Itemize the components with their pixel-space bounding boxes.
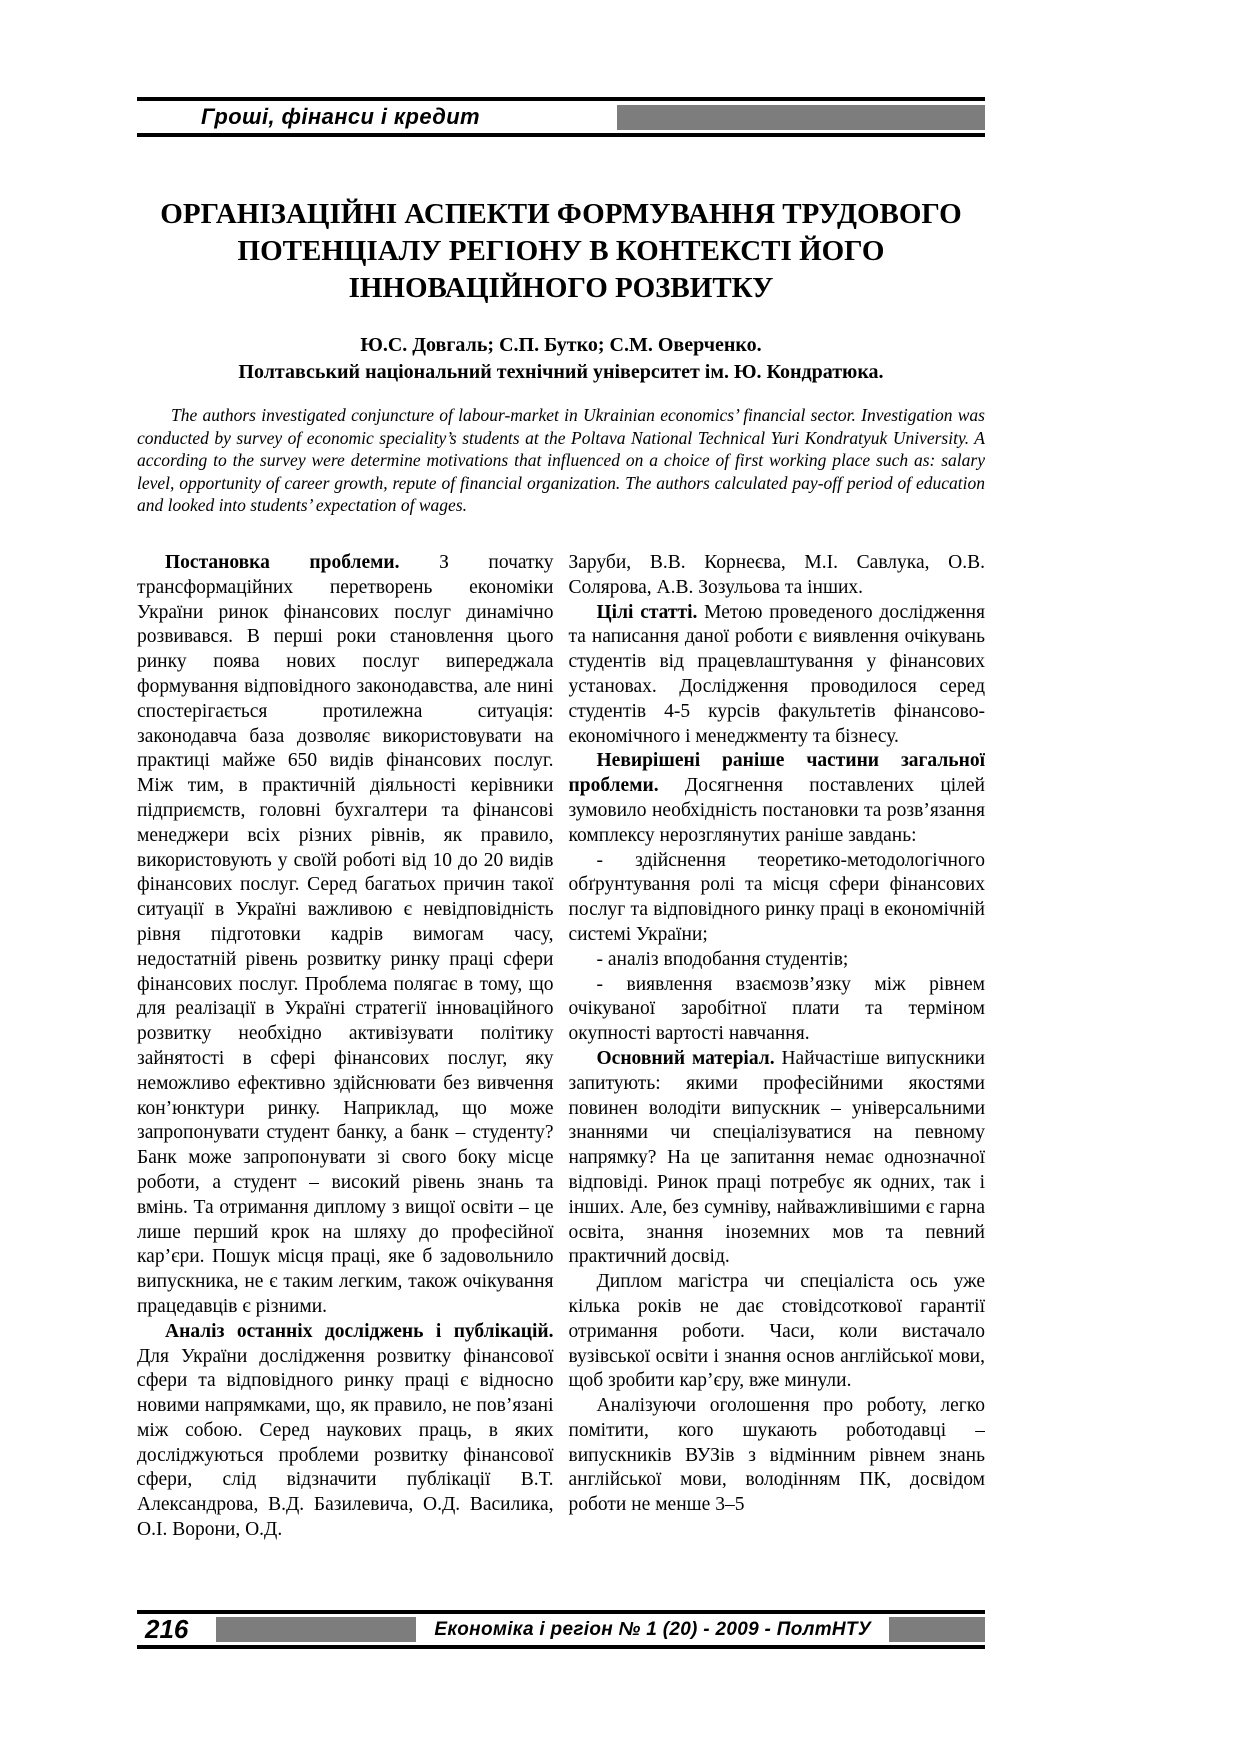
paragraph-text: Диплом магістра чи спеціаліста ось уже кілька років не дає стовідсоткової гарантії отримання роботи. Часи, коли вистачало вузівської освіти і знання основ англійської мови, щоб зробити кар’єру, вже минули. bbox=[568, 1271, 985, 1392]
paragraph-text: - виявлення взаємозв’язку між рівнем очікуваної заробітної плати та терміном окупності вартості навчання. bbox=[568, 973, 985, 1045]
paragraph-text: Для України дослідження розвитку фінансової сфери та відповідного ринку праці є відносно новими напрямками, що, як правило, не пов’язані між собою. Серед наукових праць, в яких досліджуються проблеми розвитку фінансової сфери, слід відзначити публікації В.Т. Александрова, В.Д. Базилевича, О.Д. Василика, О.І. Ворони, О.Д. bbox=[137, 1345, 554, 1541]
header-gray-bar bbox=[617, 105, 985, 130]
paragraph-literature-review bbox=[137, 1320, 554, 1543]
paragraph-text: Аналізуючи оголошення про роботу, легко помітити, кого шукають роботодавці – випускників ВУЗів з відмінним рівнем знань англійської мови, володінням ПК, досвідом роботи не менше 3–5 bbox=[568, 1395, 985, 1516]
body-columns bbox=[137, 551, 985, 1607]
authors-line: Ю.С. Довгаль; С.П. Бутко; С.М. Оверченко. bbox=[360, 334, 762, 356]
list-item-task-1 bbox=[569, 849, 986, 948]
paragraph-job-ads bbox=[569, 1394, 986, 1518]
paragraph-lead: Основний матеріал. bbox=[596, 1047, 775, 1069]
page-footer bbox=[137, 1610, 985, 1649]
affiliation-line: Полтавський національний технічний університет ім. Ю. Кондратюка. bbox=[238, 361, 884, 383]
footer-gray-bar-left bbox=[216, 1617, 416, 1642]
journal-footer-line: Економіка і регіон № 1 (20) - 2009 - ПолтНТУ bbox=[434, 1618, 872, 1640]
footer-gray-bar-right bbox=[889, 1617, 985, 1642]
section-heading: Гроші, фінанси і кредит bbox=[201, 104, 481, 129]
paragraph-continuation bbox=[569, 551, 986, 601]
paragraph-lead: Аналіз останніх досліджень і публікацій. bbox=[165, 1320, 554, 1342]
list-item-task-3 bbox=[569, 973, 986, 1047]
paragraph-main-material bbox=[569, 1047, 986, 1270]
running-head bbox=[137, 97, 985, 137]
paragraph-text: Метою проведеного дослідження та написання даної роботи є виявлення очікувань студентів від працевлаштування у фінансових установах. Дослідження проводилося серед студентів 4-5 курсів факультетів фінансово-економічного і менеджменту та бізнесу. bbox=[568, 601, 985, 747]
paragraph-text: - здійснення теоретико-методологічного обґрунтування ролі та місця сфери фінансових послуг та відповідного ринку праці в економічній системі України; bbox=[568, 849, 985, 945]
paragraph-text: Досягнення поставлених цілей зумовило необхідність постановки та розв’язання комплексу нерозглянутих раніше завдань: bbox=[568, 775, 985, 846]
paragraph-text: З початку трансформаційних перетворень економіки України ринок фінансових послуг динамічно розвивався. В перші роки становлення цього ринку поява нових послуг випереджала формування відповідного законодавства, але нині спостерігається протилежна ситуація: законодавча база дозволяє використовувати на практиці майже 650 видів фінансових послуг. Між тим, в практичній діяльності керівники підприємств, головні бухгалтери та фінансові менеджери всіх різних рівнів, як правило, використовують у своїй роботі від 10 до 20 видів фінансових послуг. Серед багатьох причин такої ситуації в Україні важливою є невідповідність рівня підготовки кадрів вимогам часу, недостатній рівень розвитку ринку праці сфери фінансових послуг. Проблема полягає в тому, що для реалізації в Україні стратегії інноваційного розвитку необхідно активізувати політику зайнятості в сфері фінансових послуг, яку неможливо ефективно здійснювати без вивчення кон’юнктури ринку. Наприклад, що може запропонувати студент банку, а банк – студенту? Банк може запропонувати зі свого боку місце роботи, а студент – високий рівень знань та вмінь. Та отримання диплому з вищої освіти – це лише перший крок на шляху до професійної кар’єри. Пошук місця праці, яке б задовольнило випускника, не є таким легким, також очікування працедавців є різними. bbox=[137, 552, 554, 1317]
article-title: ОРГАНІЗАЦІЙНІ АСПЕКТИ ФОРМУВАННЯ ТРУДОВОГО ПОТЕНЦІАЛУ РЕГІОНУ В КОНТЕКСТІ ЙОГО ІННОВАЦІЙНОГО РОЗВИТКУ bbox=[160, 198, 962, 304]
list-item-task-2 bbox=[569, 948, 986, 973]
paragraph-unsolved-parts bbox=[569, 749, 986, 848]
abstract-en: The authors investigated conjuncture of labour-market in Ukrainian economics’ financial sector. Investigation was conducted by survey of economic speciality’s students at the Poltava National Technical Yuri Kondratyuk University. A according to the survey were determine motivations that influenced on a choice of first working place such as: salary level, opportunity of career growth, repute of financial organization. The authors calculated pay-off period of education and looked into students’ expectation of wages. bbox=[137, 405, 985, 516]
paragraph-article-goals bbox=[569, 601, 986, 750]
paragraph-diploma bbox=[569, 1270, 986, 1394]
paragraph-text: - аналіз вподобання студентів; bbox=[596, 948, 849, 970]
paragraph-lead: Цілі статті. bbox=[596, 601, 698, 623]
left-column bbox=[137, 551, 554, 1607]
paragraph-text: Найчастіше випускники запитують: якими професійними якостями повинен володіти випускник – універсальними знаннями чи спеціалізуватися на певному напрямку? На це запитання немає однозначної відповіді. Ринок праці потребує як одних, так і інших. Але, без сумніву, найважливішими є гарна освіта, знання іноземних мов та певний практичний досвід. bbox=[568, 1047, 985, 1268]
paragraph-lead: Невирішені раніше частини загальної проблеми. bbox=[568, 750, 985, 797]
right-column bbox=[569, 551, 986, 1607]
paragraph-text: Заруби, В.В. Корнеєва, М.І. Савлука, О.В. Солярова, А.В. Зозульова та інших. bbox=[568, 552, 985, 598]
paragraph-lead: Постановка проблеми. bbox=[165, 552, 400, 573]
paragraph-problem-statement bbox=[137, 551, 554, 1320]
page-number: 216 bbox=[145, 1614, 189, 1644]
